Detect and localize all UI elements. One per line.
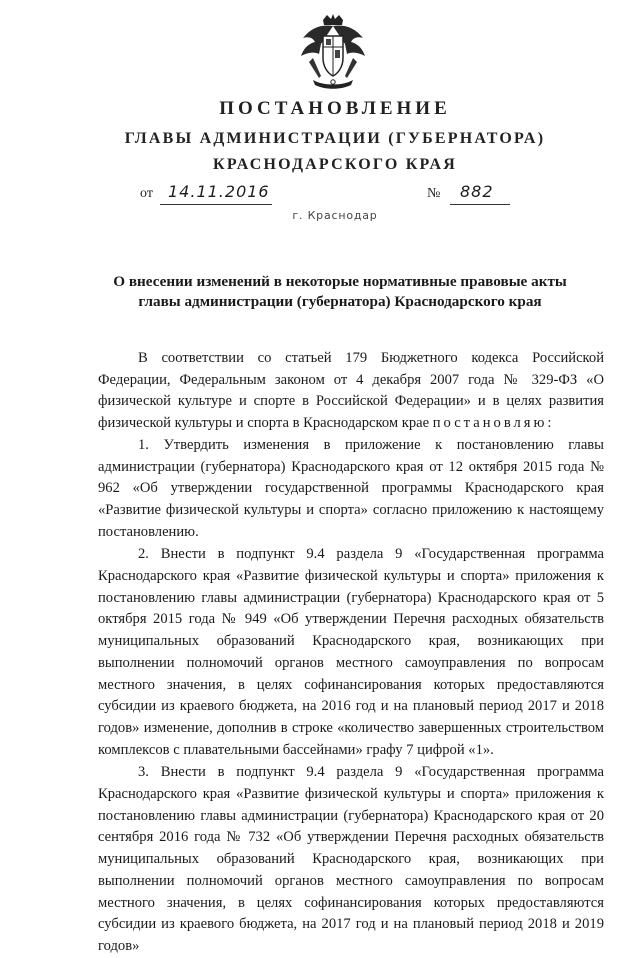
number-label: № — [427, 186, 441, 201]
number-value: 882 — [460, 182, 494, 201]
date-label: от — [140, 186, 153, 201]
intro-text: В соответствии со статьей 179 Бюджетного кодекса Российской Федерации, Федеральным законом от 4 декабря 2007 года № 329-ФЗ «О физической культуре и спорте в Российской Федерации» и в целях развития физической культуры и спорта в Краснодарском крае — [98, 350, 604, 432]
city-line: г. Краснодар — [292, 209, 378, 222]
item-3-paragraph: 3. Внести в подпункт 9.4 раздела 9 «Государственная программа Краснодарского края «Развитие физической культуры и спорта» приложения к постановлению главы администрации (губернатора) Краснодарского края от 20 сентября 2016 года № 732 «Об утверждении Перечня расходных обязательств муниципальных образований Краснодарского края, возникающих при выполнении полномочий органов местного самоуправления по вопросам местного значения, в целях софинансирования которых предоставляются субсидии из краевого бюджета, на 2017 год и на плановый период 2018 и 2019 годов» — [98, 764, 604, 954]
date-value: 14.11.2016 — [168, 182, 270, 201]
decree-word: постановляю: — [432, 415, 555, 432]
region-name: КРАСНОДАРСКОГО КРАЯ — [213, 156, 457, 173]
item-1-paragraph: 1. Утвердить изменения в приложение к постановлению главы администрации (губернатора) Краснодарского края от 12 октября 2015 года № 962 «Об утверждении государственной программы Краснодарского края «Развитие физической культуры и спорта» согласно приложению к настоящему постановлению. — [98, 436, 604, 540]
issuing-authority: ГЛАВЫ АДМИНИСТРАЦИИ (ГУБЕРНАТОРА) — [124, 130, 546, 147]
intro-paragraph — [98, 348, 604, 435]
document-body — [98, 348, 604, 958]
coat-of-arms-emblem — [299, 14, 367, 92]
date-underline — [160, 204, 272, 205]
item-2-paragraph: 2. Внести в подпункт 9.4 раздела 9 «Государственная программа Краснодарского края «Развитие физической культуры и спорта» приложения к постановлению главы администрации (губернатора) Краснодарского края от 5 октября 2015 года № 949 «Об утверждении Перечня расходных обязательств муниципальных образований Краснодарского края, возникающих при выполнении полномочий органов местного самоуправления по вопросам местного значения, в целях софинансирования которых предоставляются субсидии из краевого бюджета, на 2016 год и на плановый период 2017 и 2018 годов» изменение, дополнив в строке «количество завершенных строительством комплексов с плавательными бассейнами» графу 7 цифрой «1». — [98, 546, 604, 758]
document-title — [70, 272, 610, 312]
number-underline — [450, 204, 510, 205]
document-type-heading: ПОСТАНОВЛЕНИЕ — [219, 98, 451, 119]
title-line-2: главы администрации (губернатора) Краснодарского края — [138, 293, 542, 310]
date-number-row — [0, 182, 640, 210]
title-line-1: О внесении изменений в некоторые нормативные правовые акты — [113, 273, 567, 290]
